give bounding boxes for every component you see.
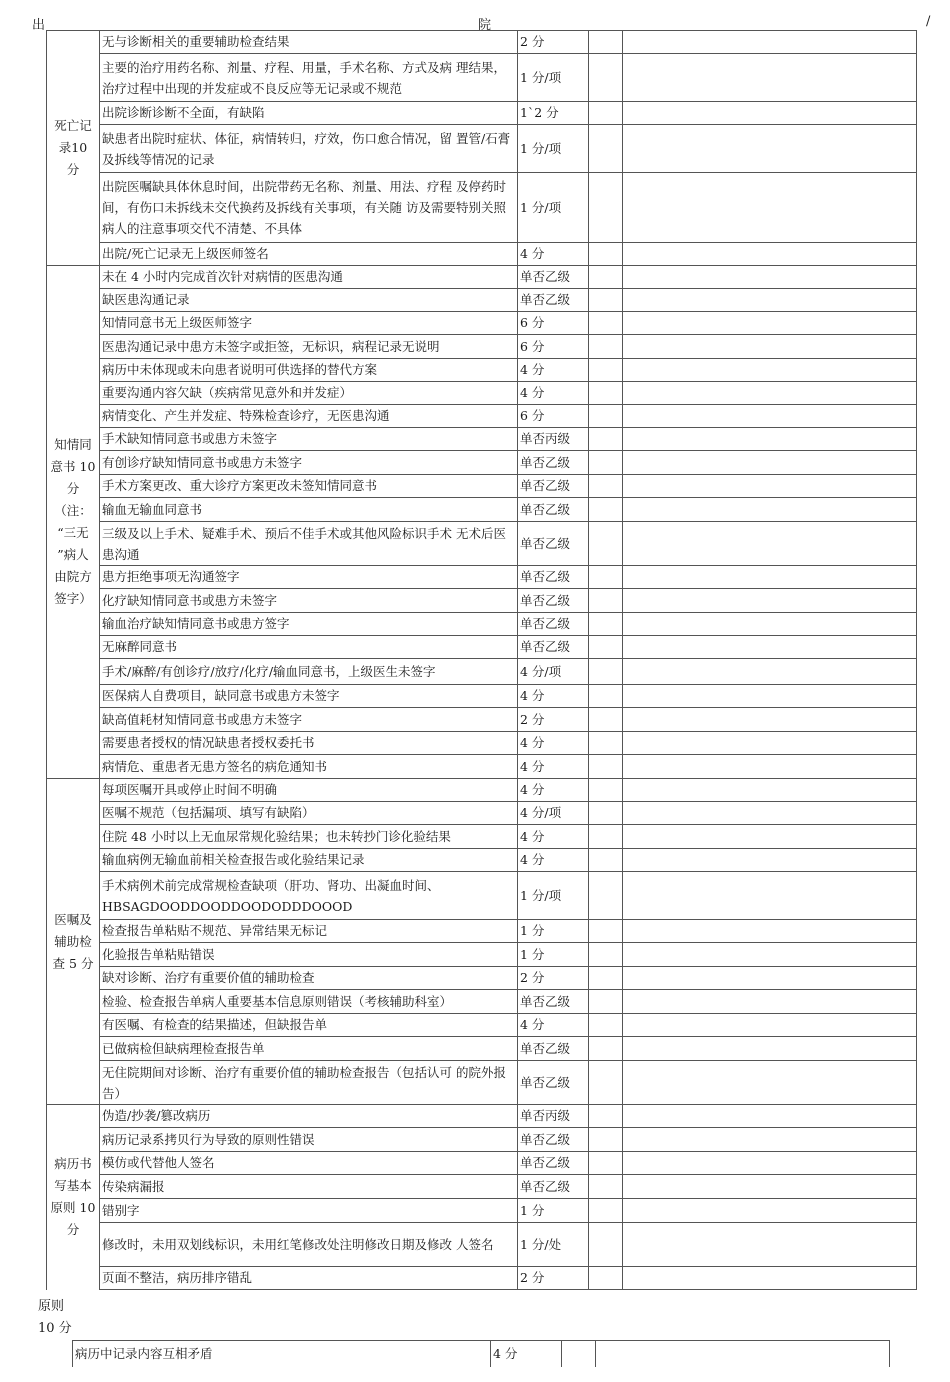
blank-cell [589, 1037, 623, 1061]
table-row [47, 1037, 917, 1061]
category-line: 签字） [54, 591, 92, 606]
score-value: 4 分 [518, 825, 589, 849]
blank-cell [623, 125, 917, 173]
table-row [47, 243, 917, 266]
score-value: 4 分 [518, 243, 589, 266]
blank-cell [623, 1105, 917, 1128]
score-value: 单否乙级 [518, 1061, 589, 1105]
table-row [47, 1152, 917, 1175]
header-right-char: / [926, 14, 931, 29]
criteria-item: 需要患者授权的情况缺患者授权委托书 [100, 732, 518, 755]
criteria-item: 医患沟通记录中患方未签字或拒签，无标识，病程记录无说明 [100, 335, 518, 359]
criteria-item: 三级及以上手术、疑难手术、预后不佳手术或其他风险标识手术 无术后医患沟通 [100, 522, 518, 566]
blank-cell [589, 732, 623, 755]
table-row [47, 451, 917, 475]
criteria-item: 病历记录系拷贝行为导致的原则性错误 [100, 1128, 518, 1152]
evaluation-table [46, 30, 917, 1290]
blank-cell [589, 173, 623, 243]
blank-cell [623, 613, 917, 636]
score-value: 单否乙级 [518, 589, 589, 613]
table-row [47, 475, 917, 498]
blank-cell [623, 451, 917, 475]
criteria-item: 手术方案更改、重大诊疗方案更改未签知情同意书 [100, 475, 518, 498]
blank-cell [623, 589, 917, 613]
score-value: 单否乙级 [518, 566, 589, 589]
score-value: 4 分 [518, 849, 589, 872]
table-row [47, 1128, 917, 1152]
criteria-item: 模仿或代替他人签名 [100, 1152, 518, 1175]
blank-cell [623, 335, 917, 359]
score-value: 2 分 [518, 967, 589, 990]
table-row [47, 802, 917, 825]
score-value: 1 分 [518, 943, 589, 967]
blank-cell [623, 54, 917, 102]
blank-cell [623, 382, 917, 405]
table-row [47, 685, 917, 708]
table-row [47, 659, 917, 685]
blank-cell [589, 920, 623, 943]
table-row [47, 428, 917, 451]
table-row [47, 335, 917, 359]
table-row [47, 522, 917, 566]
criteria-item: 重要沟通内容欠缺（疾病常见意外和并发症） [100, 382, 518, 405]
blank-cell [589, 428, 623, 451]
score-value: 4 分/项 [518, 802, 589, 825]
blank-cell [623, 1152, 917, 1175]
blank-cell [589, 382, 623, 405]
blank-cell [623, 1014, 917, 1037]
category-continuation-line: 原则 [38, 1299, 65, 1314]
evaluation-table-body [47, 31, 917, 1290]
table-row [47, 779, 917, 802]
blank-cell [589, 990, 623, 1014]
score-value: 单否丙级 [518, 1105, 589, 1128]
blank-cell [589, 779, 623, 802]
table-row [47, 1223, 917, 1267]
blank-cell [623, 920, 917, 943]
blank-cell [623, 636, 917, 659]
criteria-item: 出院/死亡记录无上级医师签名 [100, 243, 518, 266]
blank-cell [623, 990, 917, 1014]
blank-cell [623, 428, 917, 451]
blank-cell [589, 825, 623, 849]
blank-cell [623, 967, 917, 990]
blank-cell [623, 943, 917, 967]
blank-cell [589, 335, 623, 359]
blank-cell [623, 405, 917, 428]
table-row [47, 849, 917, 872]
blank-cell [623, 266, 917, 289]
score-value: 1 分/项 [518, 125, 589, 173]
blank-cell [589, 359, 623, 382]
table-row [47, 732, 917, 755]
header-left-char: 出 [32, 18, 46, 33]
table-row [47, 1105, 917, 1128]
table-row [47, 566, 917, 589]
table-row [47, 31, 917, 54]
category-line: 病历书 [54, 1156, 92, 1172]
score-value: 4 分 [518, 685, 589, 708]
score-value: 4 分 [518, 779, 589, 802]
blank-cell [589, 1152, 623, 1175]
table-row [47, 498, 917, 522]
blank-cell [589, 522, 623, 566]
score-value: 1`2 分 [518, 102, 589, 125]
score-value: 4 分 [518, 732, 589, 755]
score-value: 1 分/项 [518, 173, 589, 243]
blank-cell [589, 566, 623, 589]
blank-cell [623, 708, 917, 732]
score-value: 单否乙级 [518, 475, 589, 498]
criteria-item: 输血治疗缺知情同意书或患方签字 [100, 613, 518, 636]
blank-cell [589, 872, 623, 920]
criteria-item: 伪造/抄袭/篡改病历 [100, 1105, 518, 1128]
blank-cell [589, 1175, 623, 1199]
blank-cell [623, 359, 917, 382]
criteria-item: 出院诊断诊断不全面，有缺陷 [100, 102, 518, 125]
score-value: 单否乙级 [518, 266, 589, 289]
criteria-item: 输血病例无输血前相关检查报告或化验结果记录 [100, 849, 518, 872]
blank-cell [623, 779, 917, 802]
criteria-item: 病历中未体现或未向患者说明可供选择的替代方案 [100, 359, 518, 382]
category-line: 写基本 [54, 1178, 92, 1194]
blank-cell [596, 1341, 890, 1367]
score-value: 2 分 [518, 708, 589, 732]
category-continuation-label [38, 1296, 72, 1340]
category-line: 知情同 [54, 437, 92, 452]
score-value: 单否乙级 [518, 289, 589, 312]
blank-cell [589, 613, 623, 636]
table-row [47, 1061, 917, 1105]
criteria-item: 缺医患沟通记录 [100, 289, 518, 312]
score-value: 单否乙级 [518, 1152, 589, 1175]
score-value: 单否乙级 [518, 990, 589, 1014]
table-row [47, 825, 917, 849]
blank-cell [589, 967, 623, 990]
score-value: 单否乙级 [518, 636, 589, 659]
criteria-item: 住院 48 小时以上无血尿常规化验结果；也未转抄门诊化验结果 [100, 825, 518, 849]
score-value: 4 分 [518, 382, 589, 405]
table-row [47, 755, 917, 779]
category-cell [47, 266, 100, 779]
table-row [47, 708, 917, 732]
criteria-item: 病历中记录内容互相矛盾 [73, 1341, 491, 1367]
blank-cell [623, 732, 917, 755]
blank-cell [589, 943, 623, 967]
score-value: 2 分 [518, 31, 589, 54]
blank-cell [623, 31, 917, 54]
blank-cell [589, 659, 623, 685]
blank-cell [589, 708, 623, 732]
blank-cell [589, 802, 623, 825]
blank-cell [623, 312, 917, 335]
category-line: 医嘱及 [54, 911, 92, 927]
blank-cell [589, 1267, 623, 1290]
category-line: 查 5 分 [52, 955, 94, 971]
table-row [47, 1175, 917, 1199]
blank-cell [589, 405, 623, 428]
blank-cell [589, 636, 623, 659]
category-cell [47, 779, 100, 1105]
table-row [47, 589, 917, 613]
score-value: 单否乙级 [518, 451, 589, 475]
category-cell [47, 31, 100, 266]
continuation-table [72, 1340, 890, 1367]
table-row [47, 405, 917, 428]
blank-cell [589, 289, 623, 312]
score-value: 单否乙级 [518, 1128, 589, 1152]
blank-cell [589, 451, 623, 475]
blank-cell [623, 566, 917, 589]
criteria-item: 输血无输血同意书 [100, 498, 518, 522]
category-line: 原则 10 [50, 1200, 96, 1216]
blank-cell [589, 1014, 623, 1037]
criteria-item: 手术病例术前完成常规检查缺项（肝功、肾功、出凝血时间、 HBSAGDOODDOODDOODODDDOOOD [100, 872, 518, 920]
criteria-item: 缺患者出院时症状、体征，病情转归，疗效，伤口愈合情况，留 置管/石膏及拆线等情况的记录 [100, 125, 518, 173]
blank-cell [589, 1223, 623, 1267]
blank-cell [623, 1267, 917, 1290]
blank-cell [589, 589, 623, 613]
score-value: 单否乙级 [518, 1175, 589, 1199]
blank-cell [623, 289, 917, 312]
score-value: 单否乙级 [518, 613, 589, 636]
blank-cell [623, 475, 917, 498]
blank-cell [589, 1061, 623, 1105]
category-line: 由院方 [54, 569, 92, 584]
table-row [47, 102, 917, 125]
blank-cell [623, 849, 917, 872]
blank-cell [623, 802, 917, 825]
criteria-item: 每项医嘱开具或停止时间不明确 [100, 779, 518, 802]
criteria-item: 患方拒绝事项无沟通签字 [100, 566, 518, 589]
criteria-item: 页面不整洁，病历排序错乱 [100, 1267, 518, 1290]
criteria-item: 未在 4 小时内完成首次针对病情的医患沟通 [100, 266, 518, 289]
blank-cell [623, 872, 917, 920]
blank-cell [589, 498, 623, 522]
blank-cell [589, 266, 623, 289]
table-row [47, 266, 917, 289]
criteria-item: 错别字 [100, 1199, 518, 1223]
criteria-item: 缺高值耗材知情同意书或患方未签字 [100, 708, 518, 732]
criteria-item: 化验报告单粘贴错误 [100, 943, 518, 967]
blank-cell [623, 755, 917, 779]
criteria-item: 缺对诊断、治疗有重要价值的辅助检查 [100, 967, 518, 990]
blank-cell [589, 125, 623, 173]
category-line: 意书 10 [50, 459, 96, 474]
blank-cell [623, 1223, 917, 1267]
category-line: 分 [66, 162, 80, 177]
criteria-item: 化疗缺知情同意书或患方未签字 [100, 589, 518, 613]
criteria-item: 传染病漏报 [100, 1175, 518, 1199]
blank-cell [589, 312, 623, 335]
table-row [73, 1341, 890, 1367]
blank-cell [589, 102, 623, 125]
score-value: 1 分 [518, 1199, 589, 1223]
blank-cell [589, 685, 623, 708]
table-row [47, 967, 917, 990]
score-value: 单否乙级 [518, 1037, 589, 1061]
category-line: 录10 [58, 140, 88, 155]
blank-cell [562, 1341, 596, 1367]
blank-cell [623, 659, 917, 685]
blank-cell [623, 1175, 917, 1199]
blank-cell [589, 849, 623, 872]
criteria-item: 知情同意书无上级医师签字 [100, 312, 518, 335]
criteria-item: 病情变化、产生并发症、特殊检查诊疗，无医患沟通 [100, 405, 518, 428]
blank-cell [623, 522, 917, 566]
criteria-item: 检验、检查报告单病人重要基本信息原则错误（考核辅助科室） [100, 990, 518, 1014]
score-value: 单否乙级 [518, 498, 589, 522]
category-cell [47, 1105, 100, 1290]
score-value: 单否乙级 [518, 522, 589, 566]
blank-cell [589, 475, 623, 498]
blank-cell [623, 1037, 917, 1061]
criteria-item: 医保病人自费项目，缺同意书或患方未签字 [100, 685, 518, 708]
criteria-item: 无住院期间对诊断、治疗有重要价值的辅助检查报告（包括认可 的院外报告） [100, 1061, 518, 1105]
blank-cell [623, 498, 917, 522]
table-row [47, 943, 917, 967]
criteria-item: 手术/麻醉/有创诊疗/放疗/化疗/输血同意书，上级医生未签字 [100, 659, 518, 685]
category-line: 分 [66, 1222, 80, 1238]
score-value: 4 分 [491, 1341, 562, 1367]
blank-cell [589, 31, 623, 54]
category-line: “三无 [57, 525, 89, 540]
category-continuation-line: 10 分 [38, 1321, 72, 1336]
blank-cell [623, 1128, 917, 1152]
table-row [47, 125, 917, 173]
table-row [47, 359, 917, 382]
blank-cell [589, 54, 623, 102]
criteria-item: 修改时，未用双划线标识，未用红笔修改处注明修改日期及修改 人签名 [100, 1223, 518, 1267]
criteria-item: 手术缺知情同意书或患方未签字 [100, 428, 518, 451]
criteria-item: 有医嘱、有检查的结果描述，但缺报告单 [100, 1014, 518, 1037]
criteria-item: 病情危、重患者无患方签名的病危通知书 [100, 755, 518, 779]
table-row [47, 289, 917, 312]
table-row [47, 382, 917, 405]
header-middle-char: 院 [478, 18, 492, 33]
blank-cell [623, 1199, 917, 1223]
blank-cell [623, 173, 917, 243]
blank-cell [589, 1128, 623, 1152]
criteria-item: 医嘱不规范（包括漏项、填写有缺陷） [100, 802, 518, 825]
blank-cell [589, 1199, 623, 1223]
score-value: 1 分/项 [518, 872, 589, 920]
blank-cell [623, 825, 917, 849]
score-value: 1 分 [518, 920, 589, 943]
category-line: ”病人 [57, 547, 89, 562]
score-value: 6 分 [518, 335, 589, 359]
score-value: 4 分 [518, 755, 589, 779]
criteria-item: 已做病检但缺病理检查报告单 [100, 1037, 518, 1061]
blank-cell [589, 1105, 623, 1128]
blank-cell [623, 685, 917, 708]
table-row [47, 990, 917, 1014]
criteria-item: 无与诊断相关的重要辅助检查结果 [100, 31, 518, 54]
criteria-item: 有创诊疗缺知情同意书或患方未签字 [100, 451, 518, 475]
score-value: 1 分/处 [518, 1223, 589, 1267]
table-row [47, 1199, 917, 1223]
table-row [47, 54, 917, 102]
score-value: 4 分 [518, 1014, 589, 1037]
blank-cell [623, 102, 917, 125]
table-row [47, 1014, 917, 1037]
blank-cell [589, 755, 623, 779]
score-value: 4 分/项 [518, 659, 589, 685]
category-line: 分 [66, 481, 80, 496]
category-line: （注： [54, 503, 92, 518]
criteria-item: 无麻醉同意书 [100, 636, 518, 659]
score-value: 2 分 [518, 1267, 589, 1290]
table-row [47, 872, 917, 920]
score-value: 6 分 [518, 312, 589, 335]
table-row [47, 920, 917, 943]
criteria-item: 出院医嘱缺具体休息时间，出院带药无名称、剂量、用法、疗程 及停药时间，有伤口未拆线未交代换药及拆线有关事项，有关随 访及需要特别关照病人的注意事项交代不清楚、不具体 [100, 173, 518, 243]
blank-cell [623, 243, 917, 266]
table-row [47, 1267, 917, 1290]
score-value: 4 分 [518, 359, 589, 382]
table-row [47, 636, 917, 659]
criteria-item: 主要的治疗用药名称、剂量、疗程、用量，手术名称、方式及病 理结果，治疗过程中出现的并发症或不良反应等无记录或不规范 [100, 54, 518, 102]
category-line: 死亡记 [54, 118, 92, 133]
table-row [47, 613, 917, 636]
criteria-item: 检查报告单粘贴不规范、异常结果无标记 [100, 920, 518, 943]
blank-cell [623, 1061, 917, 1105]
score-value: 1 分/项 [518, 54, 589, 102]
table-row [47, 312, 917, 335]
table-row [47, 173, 917, 243]
score-value: 单否丙级 [518, 428, 589, 451]
score-value: 6 分 [518, 405, 589, 428]
category-line: 辅助检 [54, 933, 92, 949]
blank-cell [589, 243, 623, 266]
